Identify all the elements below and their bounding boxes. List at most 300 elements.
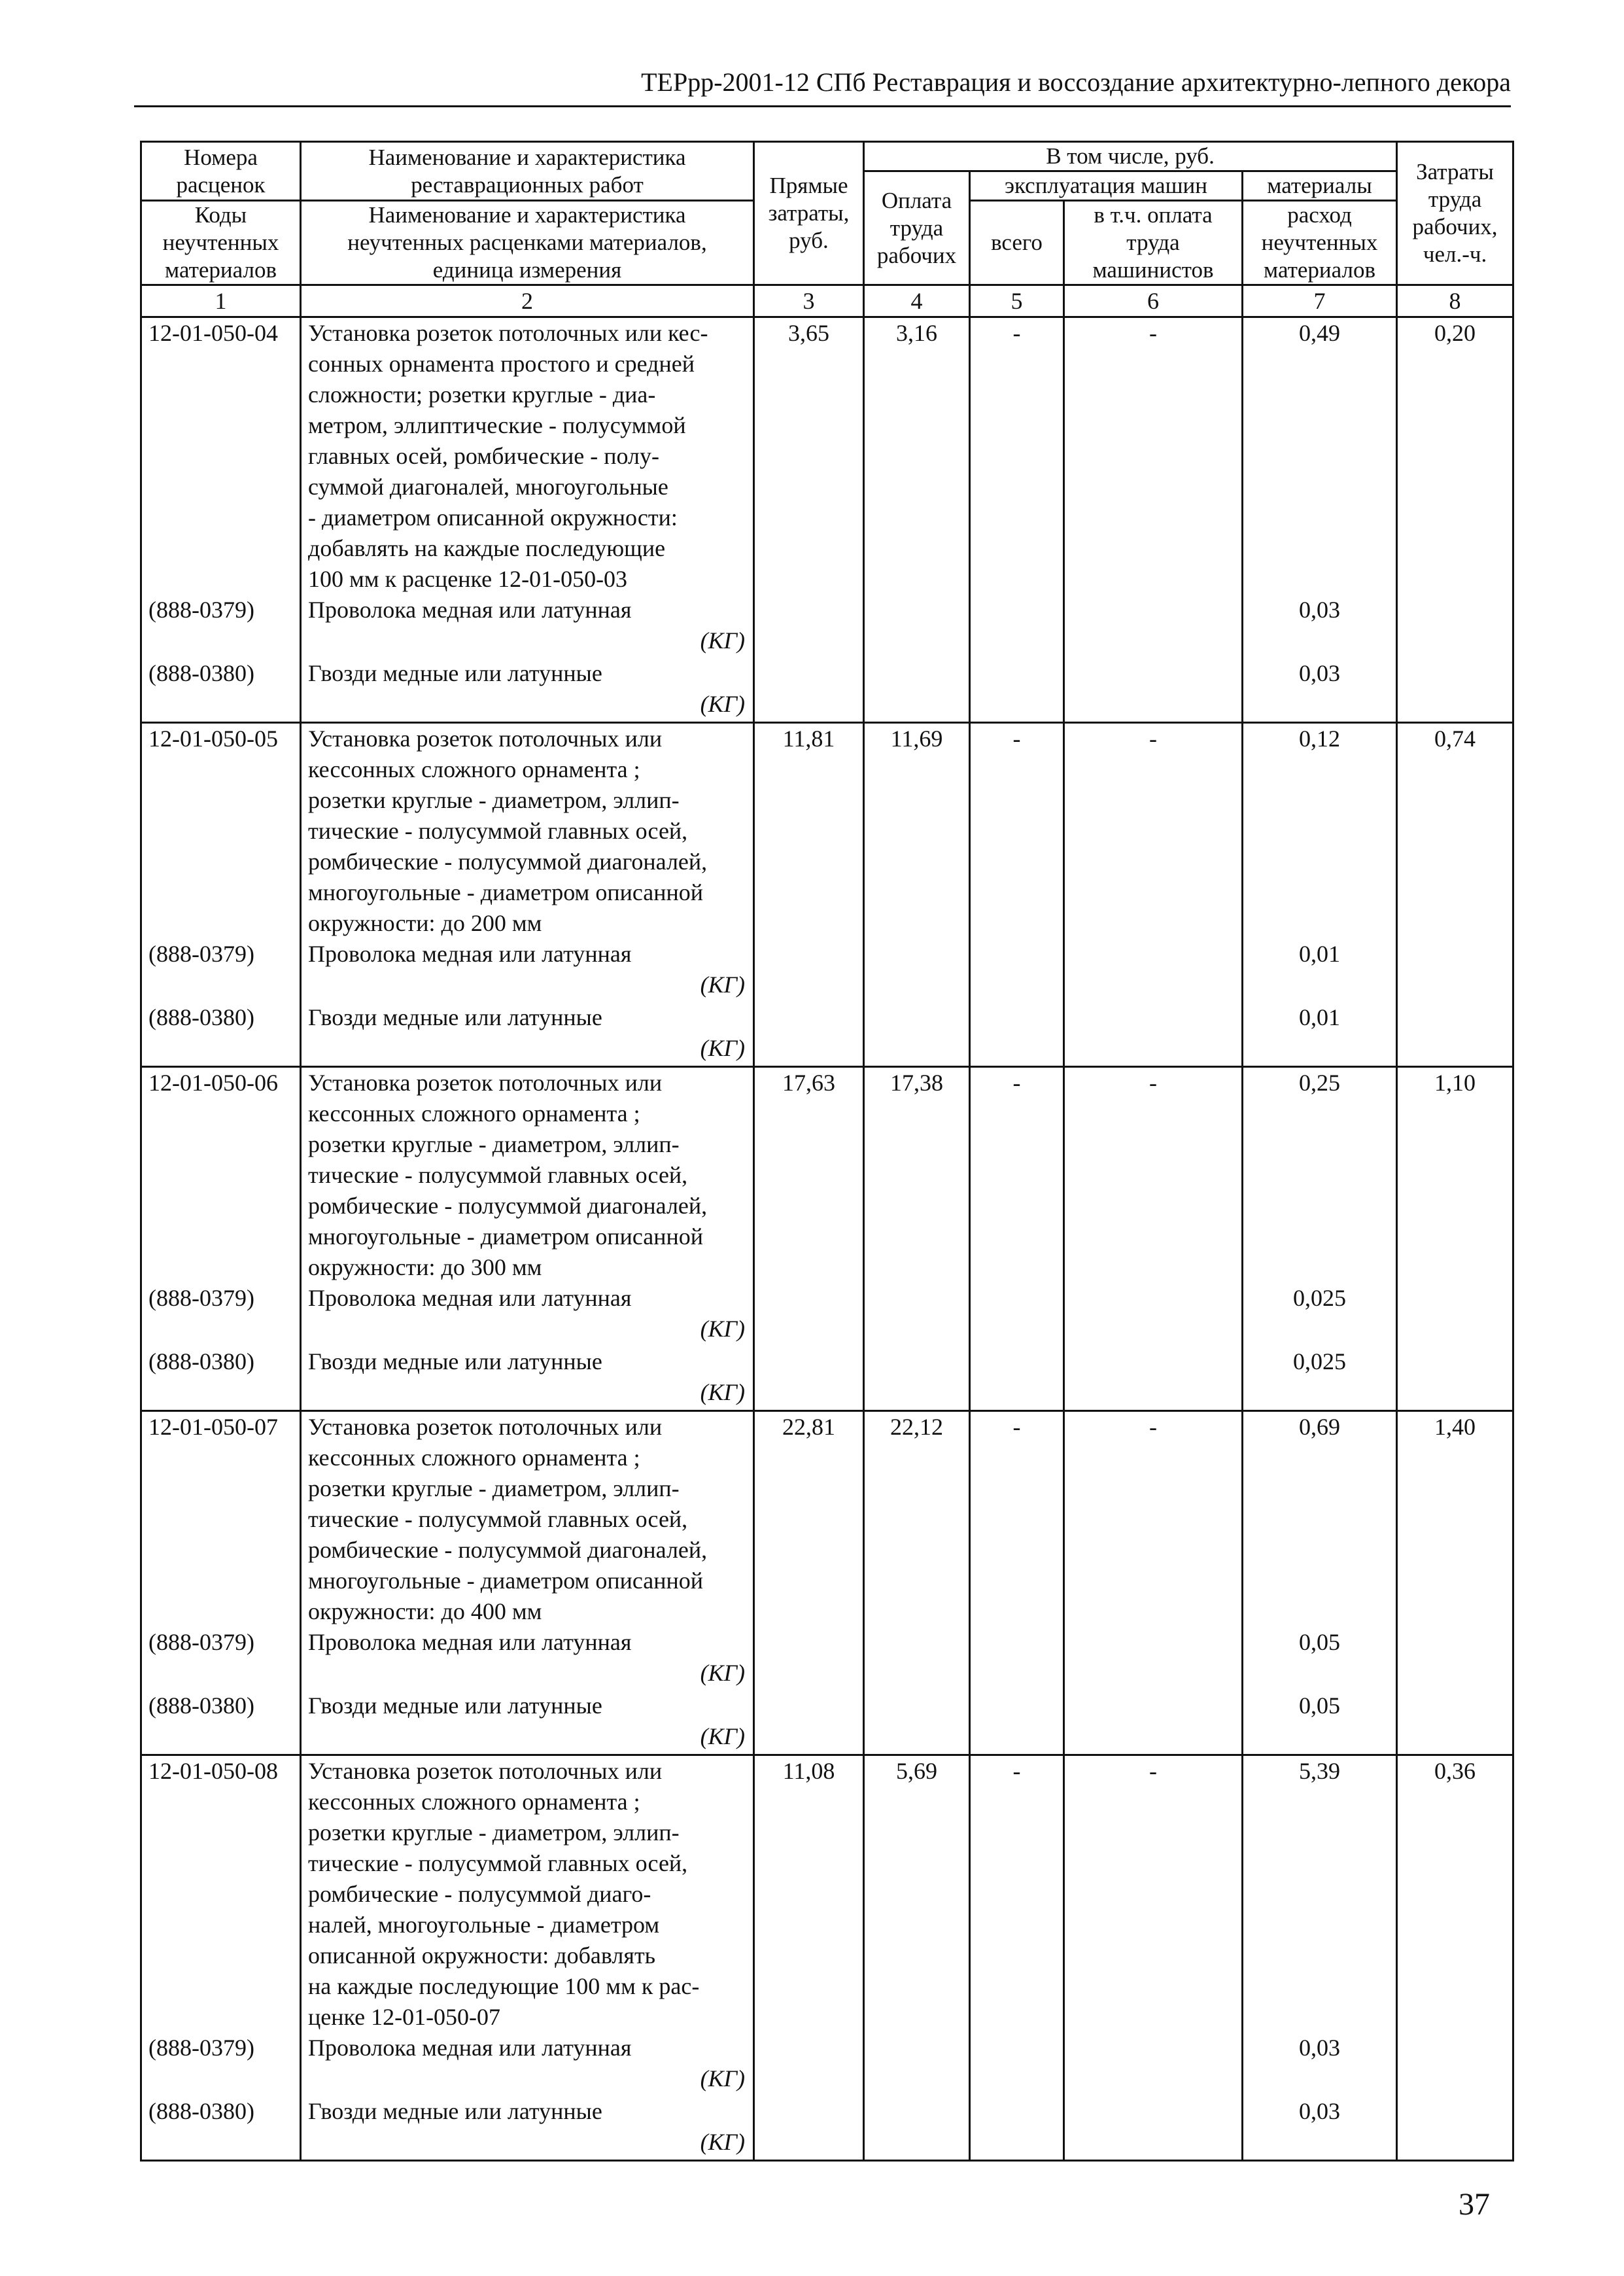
materials-value: 5,39 [1299, 1758, 1341, 1784]
spacer [148, 1817, 300, 1848]
column-number: 7 [1243, 285, 1397, 317]
table-row [141, 723, 1513, 1067]
spacer [1243, 349, 1396, 379]
work-description-line: Установка розеток потолочных или [308, 1758, 663, 1784]
header-rate-numbers [141, 142, 301, 201]
header-line: затраты, [768, 200, 850, 226]
material-name: Проволока медная или латунная [308, 2035, 632, 2061]
column-number: 2 [301, 285, 754, 317]
spacer [148, 1191, 300, 1221]
header-line: Коды [194, 202, 247, 228]
work-description-line: тические - полусуммой главных осей, [308, 1506, 688, 1532]
labor-pay-value-cell [864, 317, 970, 723]
work-description-line: Установка розеток потолочных или [308, 726, 663, 752]
labor-hours-value: 0,20 [1434, 320, 1476, 346]
material-amount: 0,01 [1299, 941, 1341, 967]
labor-pay-value-cell [864, 1755, 970, 2161]
spacer [148, 1658, 300, 1690]
labor-pay-value: 3,16 [896, 320, 937, 346]
column-number: 3 [754, 285, 864, 317]
spacer [148, 754, 300, 785]
spacer [148, 970, 300, 1002]
labor-hours-value: 0,36 [1434, 1758, 1476, 1784]
material-name: Проволока медная или латунная [308, 941, 632, 967]
spacer [1243, 1566, 1396, 1596]
header-line: руб. [789, 228, 829, 253]
spacer [148, 1596, 300, 1627]
material-unit: (КГ) [700, 691, 745, 717]
material-amount: 0,025 [1293, 1348, 1347, 1374]
machinists-pay-value: - [1149, 726, 1157, 752]
material-code: (888-0379) [148, 941, 254, 967]
work-description-line: многоугольные - диаметром описанной [308, 1567, 704, 1594]
work-description-line: розетки круглые - диаметром, эллип- [308, 1475, 680, 1501]
header-line: Номера [184, 144, 258, 170]
material-name: Гвозди медные или латунные [308, 1692, 602, 1719]
spacer [148, 1033, 300, 1066]
machines-total-value: - [1012, 1070, 1021, 1096]
code-cell [141, 1411, 301, 1755]
spacer [148, 847, 300, 877]
spacer [148, 441, 300, 472]
machines-total-value: - [1012, 320, 1021, 346]
machines-total-value-cell [970, 723, 1064, 1067]
machines-total-value: - [1012, 1758, 1021, 1784]
name-cell [301, 1755, 754, 2161]
materials-cell [1243, 1755, 1397, 2161]
spacer [148, 410, 300, 441]
spacer [1243, 1504, 1396, 1535]
material-unit: (КГ) [700, 1316, 745, 1342]
spacer [148, 1473, 300, 1504]
material-code: (888-0379) [148, 597, 254, 623]
work-description-line: добавлять на каждые последующие [308, 535, 666, 561]
table-row [141, 317, 1513, 723]
work-description-line: тические - полусуммой главных осей, [308, 1162, 688, 1188]
header-line: Наименование и характеристика [368, 202, 686, 228]
material-code: (888-0380) [148, 660, 254, 686]
spacer [148, 1721, 300, 1754]
machines-total-value-cell [970, 317, 1064, 723]
name-cell [301, 1411, 754, 1755]
machinists-pay-value-cell [1064, 1755, 1243, 2161]
spacer [1243, 816, 1396, 847]
labor-hours-cell [1397, 723, 1513, 1067]
spacer [148, 2002, 300, 2033]
machinists-pay-value: - [1149, 1758, 1157, 1784]
spacer [1243, 1221, 1396, 1252]
code-cell [141, 1067, 301, 1411]
labor-pay-value-cell [864, 1411, 970, 1755]
spacer [1243, 472, 1396, 502]
header-line: машинистов [1092, 257, 1214, 283]
material-unit: (КГ) [700, 2065, 745, 2092]
work-description-line: 100 мм к расценке 12-01-050-03 [308, 566, 628, 592]
header-line: рабочих [876, 242, 957, 268]
labor-pay-value: 17,38 [890, 1070, 943, 1096]
labor-hours-cell [1397, 1067, 1513, 1411]
work-description-line: кессонных сложного орнамента ; [308, 756, 640, 782]
direct-costs-value: 17,63 [782, 1070, 835, 1096]
material-code: (888-0379) [148, 1285, 254, 1311]
spacer [1243, 754, 1396, 785]
spacer [1243, 1596, 1396, 1627]
spacer [148, 877, 300, 908]
name-cell [301, 1067, 754, 1411]
spacer [148, 1443, 300, 1473]
material-name: Гвозди медные или латунные [308, 1348, 602, 1374]
spacer [1243, 1817, 1396, 1848]
work-description-line: - диаметром описанной окружности: [308, 504, 678, 531]
machinists-pay-value: - [1149, 320, 1157, 346]
material-amount: 0,03 [1299, 2098, 1341, 2124]
spacer [1243, 1129, 1396, 1160]
machinists-pay-value: - [1149, 1070, 1157, 1096]
direct-costs-value-cell [754, 1067, 864, 1411]
code-cell [141, 1755, 301, 2161]
spacer [1243, 1971, 1396, 2002]
spacer [148, 1940, 300, 1971]
spacer [1243, 1160, 1396, 1191]
material-amount: 0,05 [1299, 1629, 1341, 1655]
machines-total-value-cell [970, 1411, 1064, 1755]
material-unit: (КГ) [700, 1035, 745, 1061]
spacer [1243, 1191, 1396, 1221]
header-material-codes [141, 201, 301, 285]
page-number: 37 [1459, 2187, 1490, 2222]
work-description-line: кессонных сложного орнамента ; [308, 1444, 640, 1471]
work-description-line: розетки круглые - диаметром, эллип- [308, 787, 680, 813]
spacer [1243, 1377, 1396, 1410]
spacer [148, 1910, 300, 1940]
header-line: расход [1287, 202, 1352, 228]
work-description-line: кессонных сложного орнамента ; [308, 1100, 640, 1127]
header-including: В том числе, руб. [864, 142, 1397, 171]
column-number: 8 [1397, 285, 1513, 317]
machines-total-value-cell [970, 1067, 1064, 1411]
material-unit: (КГ) [700, 1660, 745, 1686]
material-code: (888-0380) [148, 2098, 254, 2124]
materials-value: 0,12 [1299, 726, 1341, 752]
header-line: Оплата [881, 187, 952, 213]
header-line: неучтенных [1261, 230, 1378, 255]
work-description-line: Установка розеток потолочных или кес- [308, 320, 708, 346]
work-description-line: окружности: до 300 мм [308, 1254, 542, 1280]
material-amount: 0,03 [1299, 660, 1341, 686]
spacer [148, 689, 300, 722]
spacer [148, 1314, 300, 1346]
material-code: (888-0379) [148, 1629, 254, 1655]
materials-cell [1243, 317, 1397, 723]
header-material-names [301, 201, 754, 285]
header-line: неучтенных [162, 230, 279, 255]
spacer [1243, 1252, 1396, 1283]
spacer [1243, 502, 1396, 533]
work-description-line: ромбические - полусуммой диагоналей, [308, 1537, 708, 1563]
table-header [141, 142, 1513, 317]
material-code: (888-0380) [148, 1692, 254, 1719]
spacer [1243, 1848, 1396, 1879]
spacer [1243, 1473, 1396, 1504]
spacer [1243, 533, 1396, 564]
material-name: Проволока медная или латунная [308, 597, 632, 623]
spacer [1243, 970, 1396, 1002]
work-description-line: ромбические - полусуммой диагоналей, [308, 1193, 708, 1219]
materials-value: 0,25 [1299, 1070, 1341, 1096]
material-amount: 0,03 [1299, 597, 1341, 623]
work-description-line: метром, эллиптические - полусуммой [308, 412, 686, 438]
labor-hours-cell [1397, 317, 1513, 723]
spacer [148, 1848, 300, 1879]
column-number: 4 [864, 285, 970, 317]
material-name: Проволока медная или латунная [308, 1285, 632, 1311]
rate-code: 12-01-050-06 [148, 1070, 278, 1096]
work-description-line: окружности: до 400 мм [308, 1598, 542, 1624]
spacer [1243, 1535, 1396, 1566]
spacer [148, 785, 300, 816]
direct-costs-value-cell [754, 317, 864, 723]
direct-costs-value: 3,65 [788, 320, 829, 346]
material-name: Гвозди медные или латунные [308, 1004, 602, 1030]
direct-costs-value: 11,08 [782, 1758, 835, 1784]
spacer [1243, 1658, 1396, 1690]
header-line: труда [1428, 186, 1482, 212]
header-materials-usage [1243, 201, 1397, 285]
material-unit: (КГ) [700, 2129, 745, 2155]
spacer [148, 2063, 300, 2096]
spacer [1243, 908, 1396, 939]
work-description-line: многоугольные - диаметром описанной [308, 1223, 704, 1250]
header-line: материалов [165, 257, 277, 283]
work-description-line: Установка розеток потолочных или [308, 1414, 663, 1440]
header-line: Затраты [1416, 159, 1494, 184]
rates-table [140, 141, 1514, 2162]
column-number: 6 [1064, 285, 1243, 317]
labor-hours-value: 0,74 [1434, 726, 1476, 752]
name-cell [301, 317, 754, 723]
spacer [1243, 1787, 1396, 1817]
work-description-line: розетки круглые - диаметром, эллип- [308, 1131, 680, 1157]
spacer [1243, 847, 1396, 877]
material-code: (888-0380) [148, 1004, 254, 1030]
machines-total-value: - [1012, 1414, 1021, 1440]
work-description-line: тические - полусуммой главных осей, [308, 1850, 688, 1876]
header-line: в т.ч. оплата [1094, 202, 1213, 228]
machines-total-value-cell [970, 1755, 1064, 2161]
table-body [141, 317, 1513, 2161]
spacer [1243, 625, 1396, 658]
spacer [1243, 2127, 1396, 2160]
machinists-pay-value-cell [1064, 1411, 1243, 1755]
header-machines: эксплуатация машин [970, 171, 1243, 201]
spacer [148, 472, 300, 502]
work-description-line: суммой диагоналей, многоугольные [308, 474, 668, 500]
name-cell [301, 723, 754, 1067]
direct-costs-value-cell [754, 723, 864, 1067]
work-description-line: тические - полусуммой главных осей, [308, 818, 688, 844]
header-rule [134, 105, 1511, 107]
spacer [1243, 689, 1396, 722]
spacer [148, 502, 300, 533]
labor-hours-cell [1397, 1411, 1513, 1755]
direct-costs-value: 22,81 [782, 1414, 835, 1440]
direct-costs-value: 11,81 [782, 726, 835, 752]
header-labor-hours [1397, 142, 1513, 285]
work-description-line: кессонных сложного орнамента ; [308, 1789, 640, 1815]
spacer [148, 533, 300, 564]
header-line: неучтенных расценками материалов, [347, 230, 707, 255]
work-description-line: на каждые последующие 100 мм к рас- [308, 1973, 700, 1999]
spacer [148, 1252, 300, 1283]
material-unit: (КГ) [700, 972, 745, 998]
machines-total-value: - [1012, 726, 1021, 752]
material-unit: (КГ) [700, 1379, 745, 1405]
spacer [148, 1566, 300, 1596]
machinists-pay-value-cell [1064, 723, 1243, 1067]
code-cell [141, 317, 301, 723]
spacer [1243, 1940, 1396, 1971]
work-description-line: ромбические - полусуммой диаго- [308, 1881, 651, 1907]
spacer [1243, 785, 1396, 816]
header-machinists-pay [1064, 201, 1243, 285]
spacer [1243, 1443, 1396, 1473]
work-description-line: сонных орнамента простого и средней [308, 351, 695, 377]
labor-pay-value: 11,69 [890, 726, 943, 752]
spacer [1243, 564, 1396, 595]
work-description-line: окружности: до 200 мм [308, 910, 542, 936]
labor-hours-value: 1,40 [1434, 1414, 1476, 1440]
work-description-line: розетки круглые - диаметром, эллип- [308, 1819, 680, 1846]
header-work-name [301, 142, 754, 201]
spacer [1243, 1910, 1396, 1940]
spacer [1243, 410, 1396, 441]
spacer [148, 1098, 300, 1129]
code-cell [141, 723, 301, 1067]
material-amount: 0,05 [1299, 1692, 1341, 1719]
spacer [148, 1535, 300, 1566]
header-line: реставрационных работ [411, 171, 644, 198]
spacer [148, 349, 300, 379]
spacer [148, 1221, 300, 1252]
spacer [1243, 1721, 1396, 1754]
direct-costs-value-cell [754, 1755, 864, 2161]
header-materials: материалы [1243, 171, 1397, 201]
table-row [141, 1067, 1513, 1411]
spacer [148, 1971, 300, 2002]
header-labor-pay [864, 171, 970, 285]
table-row [141, 1755, 1513, 2161]
spacer [148, 625, 300, 658]
rate-code: 12-01-050-04 [148, 320, 278, 346]
material-name: Гвозди медные или латунные [308, 660, 602, 686]
work-description-line: сложности; розетки круглые - диа- [308, 381, 656, 408]
header-line: труда [890, 215, 944, 241]
spacer [1243, 1033, 1396, 1066]
material-code: (888-0379) [148, 2035, 254, 2061]
material-amount: 0,03 [1299, 2035, 1341, 2061]
material-amount: 0,01 [1299, 1004, 1341, 1030]
header-line: рабочих, [1412, 214, 1498, 239]
header-line: труда [1126, 230, 1180, 255]
labor-hours-cell [1397, 1755, 1513, 2161]
materials-cell [1243, 723, 1397, 1067]
column-number: 1 [141, 285, 301, 317]
materials-value: 0,69 [1299, 1414, 1341, 1440]
page-header-title: ТЕРрр-2001-12 СПб Реставрация и воссоздание архитектурно-лепного декора [641, 67, 1511, 97]
work-description-line: описанной окружности: добавлять [308, 1942, 656, 1969]
work-description-line: Установка розеток потолочных или [308, 1070, 663, 1096]
spacer [1243, 1314, 1396, 1346]
labor-hours-value: 1,10 [1434, 1070, 1476, 1096]
spacer [1243, 2002, 1396, 2033]
spacer [148, 564, 300, 595]
spacer [1243, 441, 1396, 472]
materials-cell [1243, 1411, 1397, 1755]
spacer [1243, 1098, 1396, 1129]
header-line: чел.-ч. [1423, 241, 1487, 267]
header-line: единица измерения [432, 257, 622, 283]
spacer [1243, 1879, 1396, 1910]
header-direct-costs [754, 142, 864, 285]
materials-value: 0,49 [1299, 320, 1341, 346]
header-line: Прямые [769, 173, 848, 198]
direct-costs-value-cell [754, 1411, 864, 1755]
spacer [148, 1504, 300, 1535]
work-description-line: ромбические - полусуммой диагоналей, [308, 849, 708, 875]
table-row [141, 1411, 1513, 1755]
spacer [1243, 379, 1396, 410]
header-line: Наименование и характеристика [368, 144, 686, 170]
material-code: (888-0380) [148, 1348, 254, 1374]
work-description-line: многоугольные - диаметром описанной [308, 879, 704, 905]
header-line: материалов [1264, 257, 1375, 283]
work-description-line: главных осей, ромбические - полу- [308, 443, 659, 469]
spacer [148, 379, 300, 410]
labor-pay-value: 5,69 [896, 1758, 937, 1784]
labor-pay-value-cell [864, 1067, 970, 1411]
material-unit: (КГ) [700, 627, 745, 654]
spacer [148, 2127, 300, 2160]
materials-cell [1243, 1067, 1397, 1411]
material-name: Проволока медная или латунная [308, 1629, 632, 1655]
spacer [148, 1377, 300, 1410]
spacer [1243, 877, 1396, 908]
material-unit: (КГ) [700, 1723, 745, 1749]
rate-code: 12-01-050-08 [148, 1758, 278, 1784]
column-numbers-row [141, 285, 1513, 317]
spacer [148, 1787, 300, 1817]
header-line: расценок [176, 171, 266, 198]
work-description-line: ценке 12-01-050-07 [308, 2004, 501, 2030]
material-amount: 0,025 [1293, 1285, 1347, 1311]
rate-code: 12-01-050-07 [148, 1414, 278, 1440]
machinists-pay-value-cell [1064, 1067, 1243, 1411]
work-description-line: налей, многоугольные - диаметром [308, 1912, 660, 1938]
rate-code: 12-01-050-05 [148, 726, 278, 752]
spacer [148, 816, 300, 847]
machinists-pay-value: - [1149, 1414, 1157, 1440]
spacer [1243, 2063, 1396, 2096]
labor-pay-value: 22,12 [890, 1414, 943, 1440]
header-machines-total: всего [970, 201, 1064, 285]
spacer [148, 1879, 300, 1910]
spacer [148, 1160, 300, 1191]
spacer [148, 1129, 300, 1160]
machinists-pay-value-cell [1064, 317, 1243, 723]
labor-pay-value-cell [864, 723, 970, 1067]
spacer [148, 908, 300, 939]
material-name: Гвозди медные или латунные [308, 2098, 602, 2124]
